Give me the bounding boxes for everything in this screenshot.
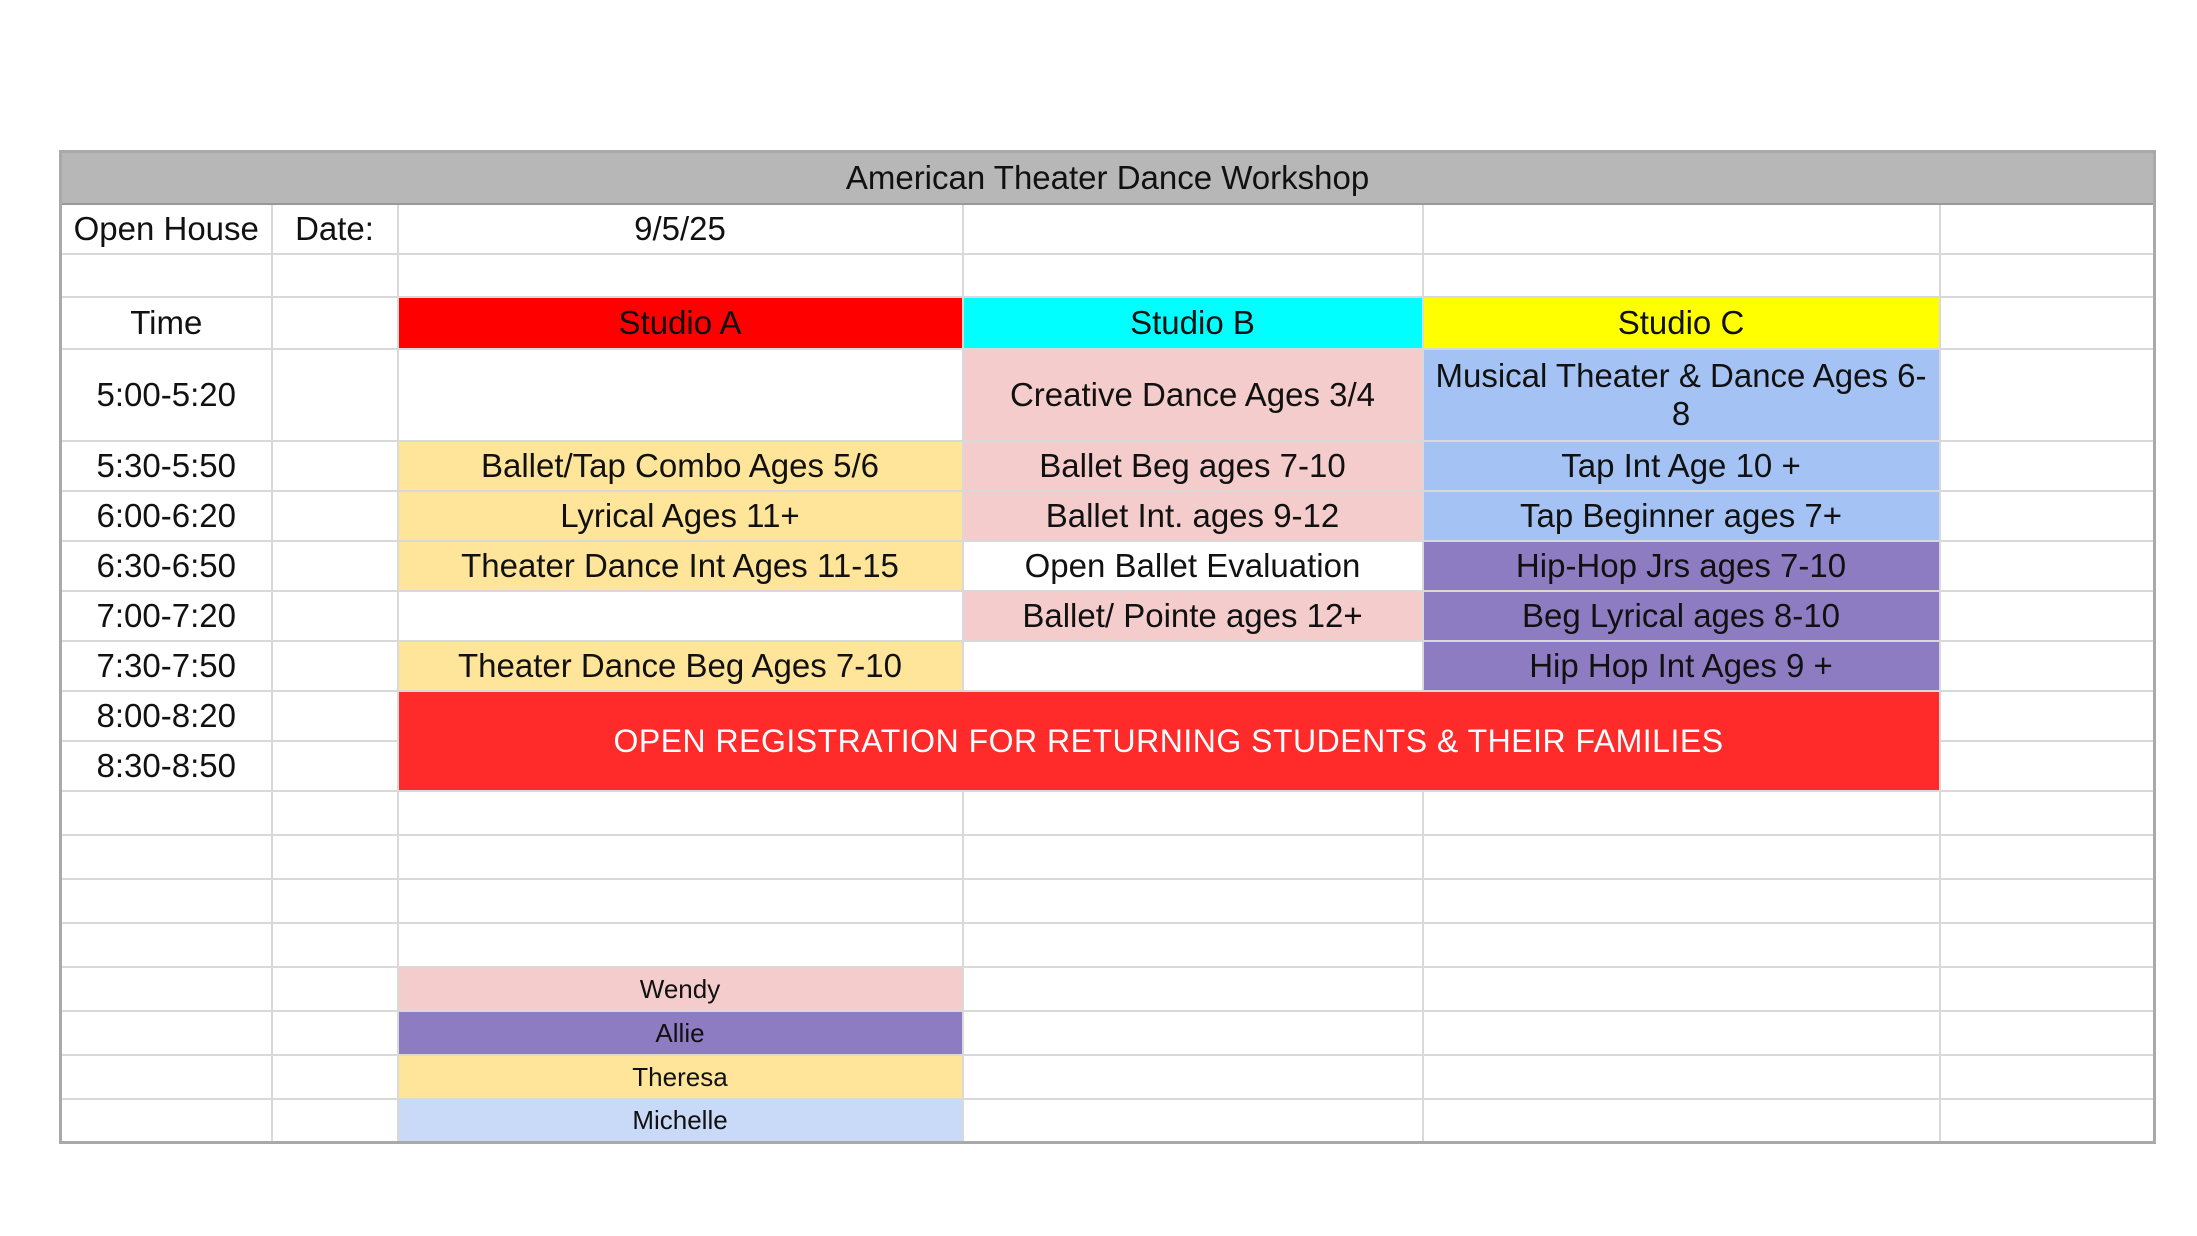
class-cell-studio-b: Creative Dance Ages 3/4: [963, 349, 1423, 441]
empty-cell: [61, 1055, 272, 1099]
open-house-label: Open House: [61, 204, 272, 254]
empty-cell: [1940, 1099, 2155, 1143]
empty-cell: [1940, 923, 2155, 967]
empty-cell: [963, 835, 1423, 879]
class-cell-studio-c: Musical Theater & Dance Ages 6-8: [1423, 349, 1940, 441]
time-slot: 8:00-8:20: [61, 691, 272, 741]
empty-cell: [272, 691, 398, 741]
class-cell-studio-c: Tap Beginner ages 7+: [1423, 491, 1940, 541]
class-cell-studio-b: Ballet Int. ages 9-12: [963, 491, 1423, 541]
empty-cell: [272, 741, 398, 791]
class-cell-studio-b: [963, 641, 1423, 691]
class-cell-studio-a: [398, 591, 963, 641]
time-slot: 5:00-5:20: [61, 349, 272, 441]
empty-cell: [1940, 591, 2155, 641]
empty-cell: [963, 254, 1423, 297]
empty-cell: [963, 923, 1423, 967]
time-header: Time: [61, 297, 272, 349]
empty-cell: [272, 923, 398, 967]
class-cell-studio-a: Lyrical Ages 11+: [398, 491, 963, 541]
legend-wendy: Wendy: [398, 967, 963, 1011]
schedule-row: [61, 349, 2155, 441]
empty-cell: [272, 541, 398, 591]
empty-cell: [1423, 204, 1940, 254]
empty-cell: [272, 441, 398, 491]
class-cell-studio-c: Hip Hop Int Ages 9 +: [1423, 641, 1940, 691]
studio-a-header: Studio A: [398, 297, 963, 349]
empty-cell: [1940, 879, 2155, 923]
empty-cell: [1940, 741, 2155, 791]
empty-cell: [1940, 1055, 2155, 1099]
schedule-table: [59, 150, 2156, 1144]
empty-cell: [398, 835, 963, 879]
legend-row: [61, 1055, 2155, 1099]
empty-cell: [1423, 835, 1940, 879]
empty-cell: [1423, 1055, 1940, 1099]
empty-cell: [398, 923, 963, 967]
empty-cell: [1423, 967, 1940, 1011]
class-cell-studio-c: Beg Lyrical ages 8-10: [1423, 591, 1940, 641]
studio-b-header: Studio B: [963, 297, 1423, 349]
time-slot: 7:00-7:20: [61, 591, 272, 641]
empty-cell: [272, 1099, 398, 1143]
empty-cell: [1940, 691, 2155, 741]
registration-row: [61, 691, 2155, 741]
empty-cell: [1940, 204, 2155, 254]
empty-cell: [1423, 254, 1940, 297]
empty-cell: [1940, 835, 2155, 879]
class-cell-studio-b: Open Ballet Evaluation: [963, 541, 1423, 591]
empty-cell: [1423, 1011, 1940, 1055]
legend-allie: Allie: [398, 1011, 963, 1055]
empty-cell: [398, 254, 963, 297]
legend-row: [61, 1099, 2155, 1143]
date-value: 9/5/25: [398, 204, 963, 254]
legend-theresa: Theresa: [398, 1055, 963, 1099]
empty-cell: [272, 297, 398, 349]
empty-cell: [61, 879, 272, 923]
class-cell-studio-a: [398, 349, 963, 441]
empty-cell: [963, 1055, 1423, 1099]
time-slot: 5:30-5:50: [61, 441, 272, 491]
empty-cell: [272, 1055, 398, 1099]
schedule-row: [61, 591, 2155, 641]
empty-cell: [963, 879, 1423, 923]
time-slot: 6:00-6:20: [61, 491, 272, 541]
class-cell-studio-a: Theater Dance Int Ages 11-15: [398, 541, 963, 591]
empty-cell: [61, 1011, 272, 1055]
empty-cell: [1940, 297, 2155, 349]
time-slot: 7:30-7:50: [61, 641, 272, 691]
time-slot: 8:30-8:50: [61, 741, 272, 791]
empty-cell: [1423, 923, 1940, 967]
studio-c-header: Studio C: [1423, 297, 1940, 349]
empty-cell: [1940, 349, 2155, 441]
class-cell-studio-c: Tap Int Age 10 +: [1423, 441, 1940, 491]
legend-row: [61, 1011, 2155, 1055]
date-label: Date:: [272, 204, 398, 254]
empty-cell: [61, 791, 272, 835]
empty-cell: [272, 641, 398, 691]
empty-cell: [1423, 879, 1940, 923]
empty-cell: [1940, 441, 2155, 491]
empty-cell: [272, 879, 398, 923]
registration-banner: OPEN REGISTRATION FOR RETURNING STUDENTS & THEIR FAMILIES: [398, 691, 1940, 791]
empty-cell: [272, 491, 398, 541]
empty-cell: [61, 254, 272, 297]
empty-cell: [1940, 254, 2155, 297]
schedule-row: [61, 641, 2155, 691]
empty-cell: [1940, 541, 2155, 591]
class-cell-studio-c: Hip-Hop Jrs ages 7-10: [1423, 541, 1940, 591]
empty-cell: [1940, 641, 2155, 691]
empty-cell: [272, 254, 398, 297]
empty-cell: [272, 1011, 398, 1055]
empty-cell: [1940, 491, 2155, 541]
empty-cell: [1940, 967, 2155, 1011]
schedule-row: [61, 491, 2155, 541]
schedule-row: [61, 541, 2155, 591]
empty-cell: [61, 923, 272, 967]
empty-cell: [1940, 1011, 2155, 1055]
empty-cell: [272, 791, 398, 835]
empty-cell: [963, 791, 1423, 835]
empty-cell: [963, 1011, 1423, 1055]
empty-cell: [963, 967, 1423, 1011]
empty-cell: [61, 1099, 272, 1143]
legend-michelle: Michelle: [398, 1099, 963, 1143]
class-cell-studio-a: Theater Dance Beg Ages 7-10: [398, 641, 963, 691]
empty-cell: [963, 1099, 1423, 1143]
class-cell-studio-b: Ballet/ Pointe ages 12+: [963, 591, 1423, 641]
class-cell-studio-a: Ballet/Tap Combo Ages 5/6: [398, 441, 963, 491]
empty-cell: [1423, 791, 1940, 835]
empty-cell: [272, 967, 398, 1011]
empty-cell: [398, 791, 963, 835]
empty-cell: [272, 591, 398, 641]
empty-cell: [1423, 1099, 1940, 1143]
schedule-row: [61, 441, 2155, 491]
class-cell-studio-b: Ballet Beg ages 7-10: [963, 441, 1423, 491]
page-title: American Theater Dance Workshop: [61, 152, 2155, 204]
time-slot: 6:30-6:50: [61, 541, 272, 591]
empty-cell: [272, 835, 398, 879]
empty-cell: [61, 967, 272, 1011]
empty-cell: [398, 879, 963, 923]
empty-cell: [61, 835, 272, 879]
empty-cell: [1940, 791, 2155, 835]
empty-cell: [272, 349, 398, 441]
empty-cell: [963, 204, 1423, 254]
legend-row: [61, 967, 2155, 1011]
